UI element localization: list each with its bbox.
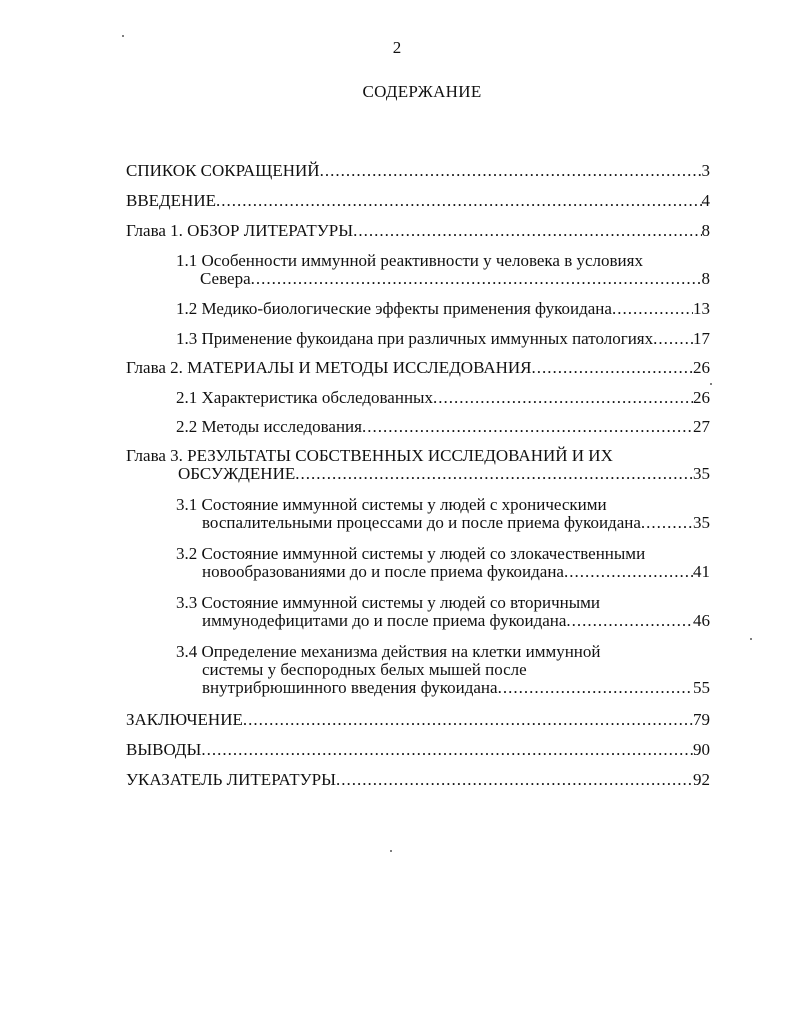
toc-entry-text-line1: 3.2 Состояние иммунной системы у людей со злокачественными	[176, 544, 646, 563]
toc-entry-section-2-2[interactable]	[176, 418, 710, 436]
toc-entry-section-3-1[interactable]	[176, 496, 710, 532]
toc-entry-text-line1: 3.3 Состояние иммунной системы у людей со вторичными	[176, 593, 600, 612]
toc-entry-findings[interactable]	[126, 741, 710, 759]
leader-dots	[295, 465, 693, 483]
toc-entry-text: внутрибрюшинного введения фукоидана	[202, 678, 498, 697]
toc-entry-page: 3	[701, 161, 710, 180]
toc-entry-text: 2.1 Характеристика обследованных	[176, 388, 433, 407]
toc-entry-page: 17	[693, 329, 710, 348]
leader-dots	[251, 270, 702, 288]
toc-entry-text: Глава 2. МАТЕРИАЛЫ И МЕТОДЫ ИССЛЕДОВАНИЯ	[126, 358, 532, 377]
leader-dots	[336, 771, 693, 789]
leader-dots	[320, 162, 702, 180]
toc-entry-page: 13	[693, 299, 710, 318]
page-title: СОДЕРЖАНИЕ	[362, 82, 482, 101]
leader-dots	[433, 389, 693, 407]
toc-entry-page: 4	[701, 191, 710, 210]
toc-entry-page: 46	[693, 611, 710, 630]
leader-dots	[498, 679, 693, 697]
toc-entry-text: СПИКОК СОКРАЩЕНИЙ	[126, 161, 320, 180]
toc-entry-page: 27	[693, 417, 710, 436]
leader-dots	[641, 514, 693, 532]
toc-entry-section-1-3[interactable]	[176, 330, 710, 348]
toc-entry-abbreviations[interactable]	[126, 162, 710, 180]
toc-entry-text: УКАЗАТЕЛЬ ЛИТЕРАТУРЫ	[126, 770, 336, 789]
scan-speck	[122, 35, 124, 37]
toc-entry-page: 90	[693, 740, 710, 759]
toc-entry-text: ЗАКЛЮЧЕНИЕ	[126, 710, 243, 729]
toc-entry-references[interactable]	[126, 771, 710, 789]
toc-entry-page: 35	[693, 464, 710, 483]
toc-entry-text: ВЫВОДЫ	[126, 740, 202, 759]
toc-entry-page: 79	[693, 710, 710, 729]
toc-entry-text-line1: Глава 3. РЕЗУЛЬТАТЫ СОБСТВЕННЫХ ИССЛЕДОВАНИЙ И ИХ	[126, 446, 613, 465]
toc-entry-text: 1.2 Медико-биологические эффекты применения фукоидана	[176, 299, 612, 318]
toc-entry-section-2-1[interactable]	[176, 389, 710, 407]
toc-entry-page: 55	[693, 678, 710, 697]
toc-entry-text: 1.3 Применение фукоидана при различных иммунных патологиях	[176, 329, 654, 348]
toc-entry-text: воспалительными процессами до и после приема фукоидана	[202, 513, 641, 532]
leader-dots	[612, 300, 693, 318]
leader-dots	[653, 330, 693, 348]
toc-entry-page: 41	[693, 562, 710, 581]
toc-entry-section-3-2[interactable]	[176, 545, 710, 581]
leader-dots	[564, 563, 693, 581]
scan-speck	[390, 850, 392, 852]
toc-entry-page: 8	[701, 221, 710, 240]
toc-entry-text: иммунодефицитами до и после приема фукоидана	[202, 611, 567, 630]
leader-dots	[362, 418, 693, 436]
leader-dots	[566, 612, 693, 630]
leader-dots	[201, 741, 693, 759]
toc-entry-text: 2.2 Методы исследования	[176, 417, 362, 436]
toc-entry-text-line1: 3.4 Определение механизма действия на клетки иммунной	[176, 642, 601, 661]
toc-entry-text-line2: системы у беспородных белых мышей после	[202, 660, 527, 679]
toc-entry-section-1-1[interactable]	[176, 252, 710, 288]
toc-entry-chapter-2[interactable]	[126, 359, 710, 377]
leader-dots	[243, 711, 693, 729]
toc-entry-text: Севера	[200, 269, 251, 288]
toc-entry-section-3-3[interactable]	[176, 594, 710, 630]
toc-entry-section-3-4[interactable]	[176, 643, 710, 697]
toc-entry-chapter-3[interactable]	[126, 447, 710, 483]
scan-speck	[710, 383, 712, 385]
toc-entry-text: ОБСУЖДЕНИЕ	[178, 464, 296, 483]
leader-dots	[216, 192, 702, 210]
leader-dots	[353, 222, 701, 240]
page-number: 2	[392, 38, 402, 57]
toc-entry-page: 92	[693, 770, 710, 789]
toc-entry-text: ВВЕДЕНИЕ	[126, 191, 216, 210]
scan-speck	[750, 638, 752, 640]
toc-entry-page: 35	[693, 513, 710, 532]
leader-dots	[532, 359, 693, 377]
toc-entry-text-line1: 1.1 Особенности иммунной реактивности у человека в условиях	[176, 251, 643, 270]
toc-entry-introduction[interactable]	[126, 192, 710, 210]
toc-entry-conclusion[interactable]	[126, 711, 710, 729]
toc-entry-page: 26	[693, 388, 710, 407]
toc-entry-text-line1: 3.1 Состояние иммунной системы у людей с хроническими	[176, 495, 607, 514]
toc-entry-text: Глава 1. ОБЗОР ЛИТЕРАТУРЫ	[126, 221, 354, 240]
toc-entry-page: 8	[701, 269, 710, 288]
toc-entry-page: 26	[693, 358, 710, 377]
toc-entry-chapter-1[interactable]	[126, 222, 710, 240]
toc-entry-text: новообразованиями до и после приема фукоидана	[202, 562, 564, 581]
toc-entry-section-1-2[interactable]	[176, 300, 710, 318]
